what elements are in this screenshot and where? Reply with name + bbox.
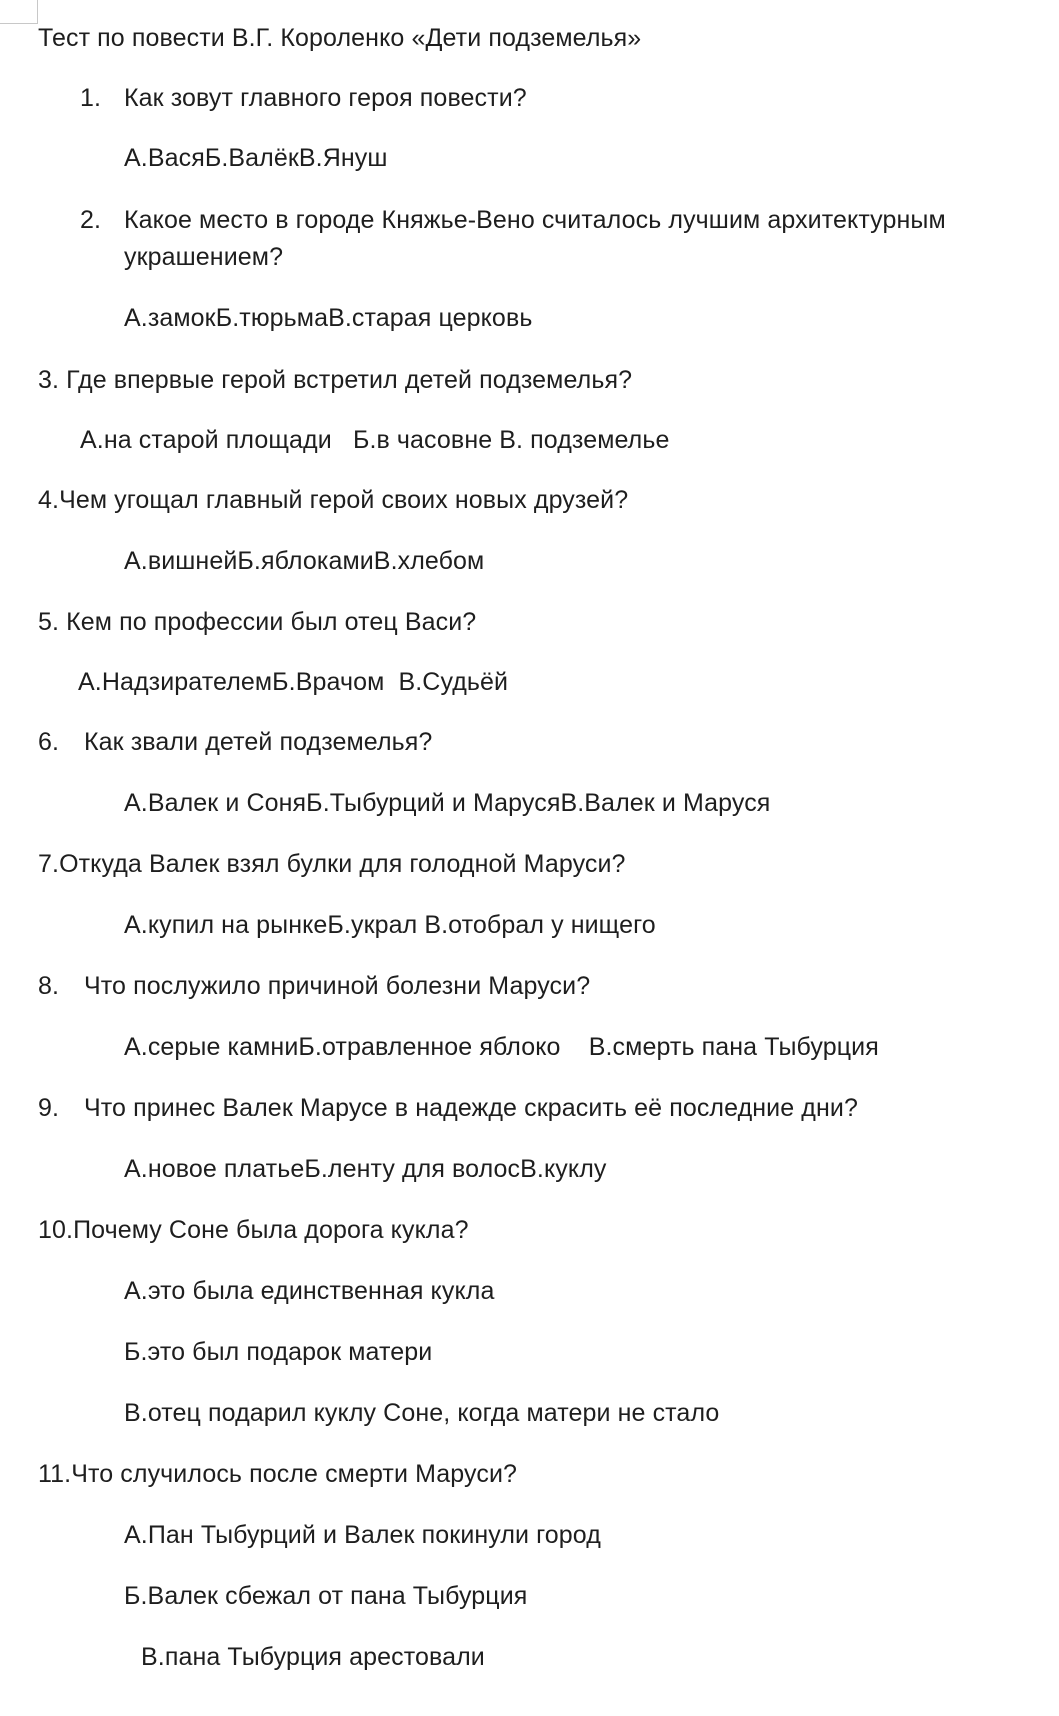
question-text: Откуда Валек взял булки для голодной Маруси? xyxy=(59,850,626,878)
question-text: Чем угощал главный герой своих новых друзей? xyxy=(59,486,629,514)
question-number: 8. xyxy=(38,972,60,1000)
answer-options: А.Валек и СоняБ.Тыбурций и МарусяВ.Валек и Маруся xyxy=(124,789,771,817)
question-text: Что случилось после смерти Маруси? xyxy=(71,1460,518,1488)
answer-option-b: Б.это был подарок матери xyxy=(124,1338,433,1366)
question-5 xyxy=(38,604,476,640)
question-4 xyxy=(38,482,628,518)
question-text: Почему Соне была дорога кукла? xyxy=(73,1216,469,1244)
question-7 xyxy=(38,846,626,882)
answer-option-b: Б.Валек сбежал от пана Тыбурция xyxy=(124,1582,528,1610)
question-number: 5. xyxy=(38,608,60,636)
question-number: 7. xyxy=(38,850,60,878)
question-6 xyxy=(38,724,432,760)
question-9 xyxy=(38,1090,858,1126)
question-number: 10. xyxy=(38,1216,74,1244)
question-text: Как зовут главного героя повести? xyxy=(124,84,527,112)
answer-options: А.вишнейБ.яблокамиВ.хлебом xyxy=(124,547,485,575)
question-text: Кем по профессии был отец Васи? xyxy=(66,608,477,636)
question-text: Какое место в городе Княжье-Вено считалось лучшим архитектурным xyxy=(124,206,946,234)
question-number: 11. xyxy=(38,1460,72,1488)
question-2-continuation: украшением? xyxy=(124,243,284,271)
question-number: 4. xyxy=(38,486,60,514)
question-text: Что принес Валек Марусе в надежде скрасить её последние дни? xyxy=(84,1094,858,1122)
document-title: Тест по повести В.Г. Короленко «Дети подземелья» xyxy=(38,24,642,52)
question-text: Что послужило причиной болезни Маруси? xyxy=(84,972,591,1000)
answer-options: А.НадзирателемБ.Врачом В.Судьёй xyxy=(78,668,509,696)
question-2 xyxy=(80,202,946,238)
answer-option-a: А.это была единственная кукла xyxy=(124,1277,495,1305)
answer-options: А.серые камниБ.отравленное яблоко В.смерть пана Тыбурция xyxy=(124,1033,879,1061)
answer-option-a: А.Пан Тыбурций и Валек покинули город xyxy=(124,1521,601,1549)
question-text: Где впервые герой встретил детей подземелья? xyxy=(66,366,633,394)
answer-options: А.новое платьеБ.ленту для волосВ.куклу xyxy=(124,1155,607,1183)
question-number: 6. xyxy=(38,728,60,756)
question-11 xyxy=(38,1456,517,1492)
question-8 xyxy=(38,968,590,1004)
answer-options: А.ВасяБ.ВалёкВ.Януш xyxy=(124,144,388,172)
question-text: Как звали детей подземелья? xyxy=(84,728,433,756)
answer-option-c: В.отец подарил куклу Соне, когда матери не стало xyxy=(124,1399,720,1427)
question-number: 3. xyxy=(38,366,60,394)
question-number: 9. xyxy=(38,1094,60,1122)
question-3 xyxy=(38,362,632,398)
page-corner-marker xyxy=(0,0,38,24)
answer-option-c: В.пана Тыбурция арестовали xyxy=(141,1643,485,1671)
question-10 xyxy=(38,1212,469,1248)
question-number: 2. xyxy=(80,206,102,234)
answer-options: А.купил на рынкеБ.украл В.отобрал у нищего xyxy=(124,911,656,939)
answer-options: А.на старой площади Б.в часовне В. подземелье xyxy=(80,426,670,454)
question-number: 1. xyxy=(80,84,102,112)
question-1 xyxy=(80,80,527,116)
answer-options: А.замокБ.тюрьмаВ.старая церковь xyxy=(124,304,533,332)
